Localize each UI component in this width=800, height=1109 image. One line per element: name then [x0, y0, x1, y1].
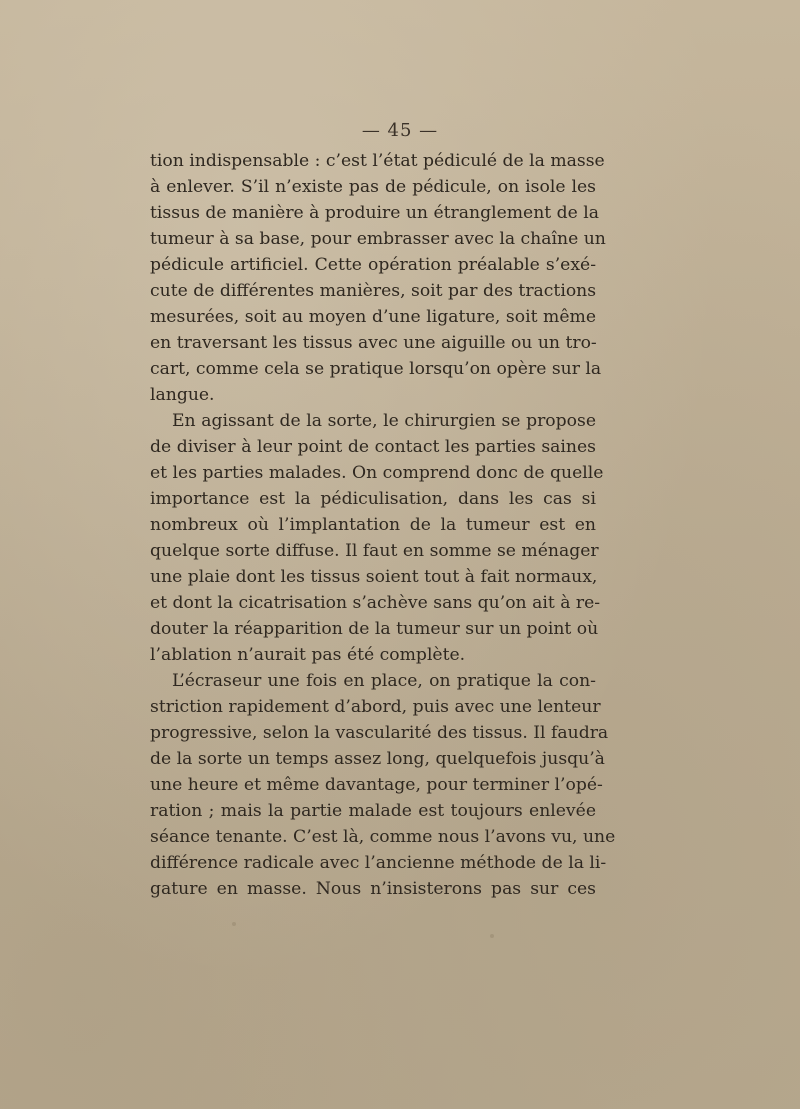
- text-line: mesurées, soit au moyen d’une ligature, soit même: [150, 307, 596, 327]
- body-text: [150, 148, 616, 902]
- text-line: quelque sorte diffuse. Il faut en somme se ménager: [150, 541, 599, 561]
- text-line: nombreux où l’implantation de la tumeur est en: [150, 515, 596, 535]
- text-line: striction rapidement d’abord, puis avec une lenteur: [150, 697, 601, 717]
- text-line: l’ablation n’aurait pas été complète.: [150, 645, 466, 665]
- paper-stain: [232, 922, 236, 926]
- text-line: tumeur à sa base, pour embrasser avec la chaîne un: [150, 229, 606, 249]
- text-line: de la sorte un temps assez long, quelquefois jusqu’à: [150, 749, 605, 769]
- text-line: langue.: [150, 385, 215, 405]
- text-line: tion indispensable : c’est l’état pédiculé de la masse: [150, 151, 605, 171]
- text-line: une plaie dont les tissus soient tout à fait normaux,: [150, 567, 598, 587]
- text-line: et dont la cicatrisation s’achève sans qu’on ait à re-: [150, 593, 601, 613]
- text-line: pédicule artificiel. Cette opération préalable s’exé-: [150, 255, 596, 275]
- text-line: différence radicale avec l’ancienne méthode de la li-: [150, 853, 607, 873]
- text-line: en traversant les tissus avec une aiguille ou un tro-: [150, 333, 597, 353]
- page-number: — 45 —: [361, 120, 439, 141]
- text-line: cart, comme cela se pratique lorsqu’on opère sur la: [150, 359, 602, 379]
- text-line: L’écraseur une fois en place, on pratique la con-: [172, 671, 596, 691]
- text-line: et les parties malades. On comprend donc de quelle: [150, 463, 604, 483]
- text-line: à enlever. S’il n’existe pas de pédicule, on isole les: [150, 177, 596, 197]
- paper-stain: [490, 934, 494, 938]
- text-line: gature en masse. Nous n’insisterons pas sur ces: [150, 879, 596, 899]
- text-line: importance est la pédiculisation, dans les cas si: [150, 489, 596, 509]
- text-line: cute de différentes manières, soit par des tractions: [150, 281, 597, 301]
- text-line: tissus de manière à produire un étranglement de la: [150, 203, 600, 223]
- text-line: En agissant de la sorte, le chirurgien se propose: [172, 411, 596, 431]
- text-line: ration ; mais la partie malade est toujours enlevée: [150, 801, 596, 821]
- text-line: de diviser à leur point de contact les parties saines: [150, 437, 596, 457]
- text-line: séance tenante. C’est là, comme nous l’avons vu, une: [150, 827, 616, 847]
- text-line: une heure et même davantage, pour terminer l’opé-: [150, 775, 603, 795]
- text-line: douter la réapparition de la tumeur sur un point où: [150, 619, 599, 639]
- text-line: progressive, selon la vascularité des tissus. Il faudra: [150, 723, 609, 743]
